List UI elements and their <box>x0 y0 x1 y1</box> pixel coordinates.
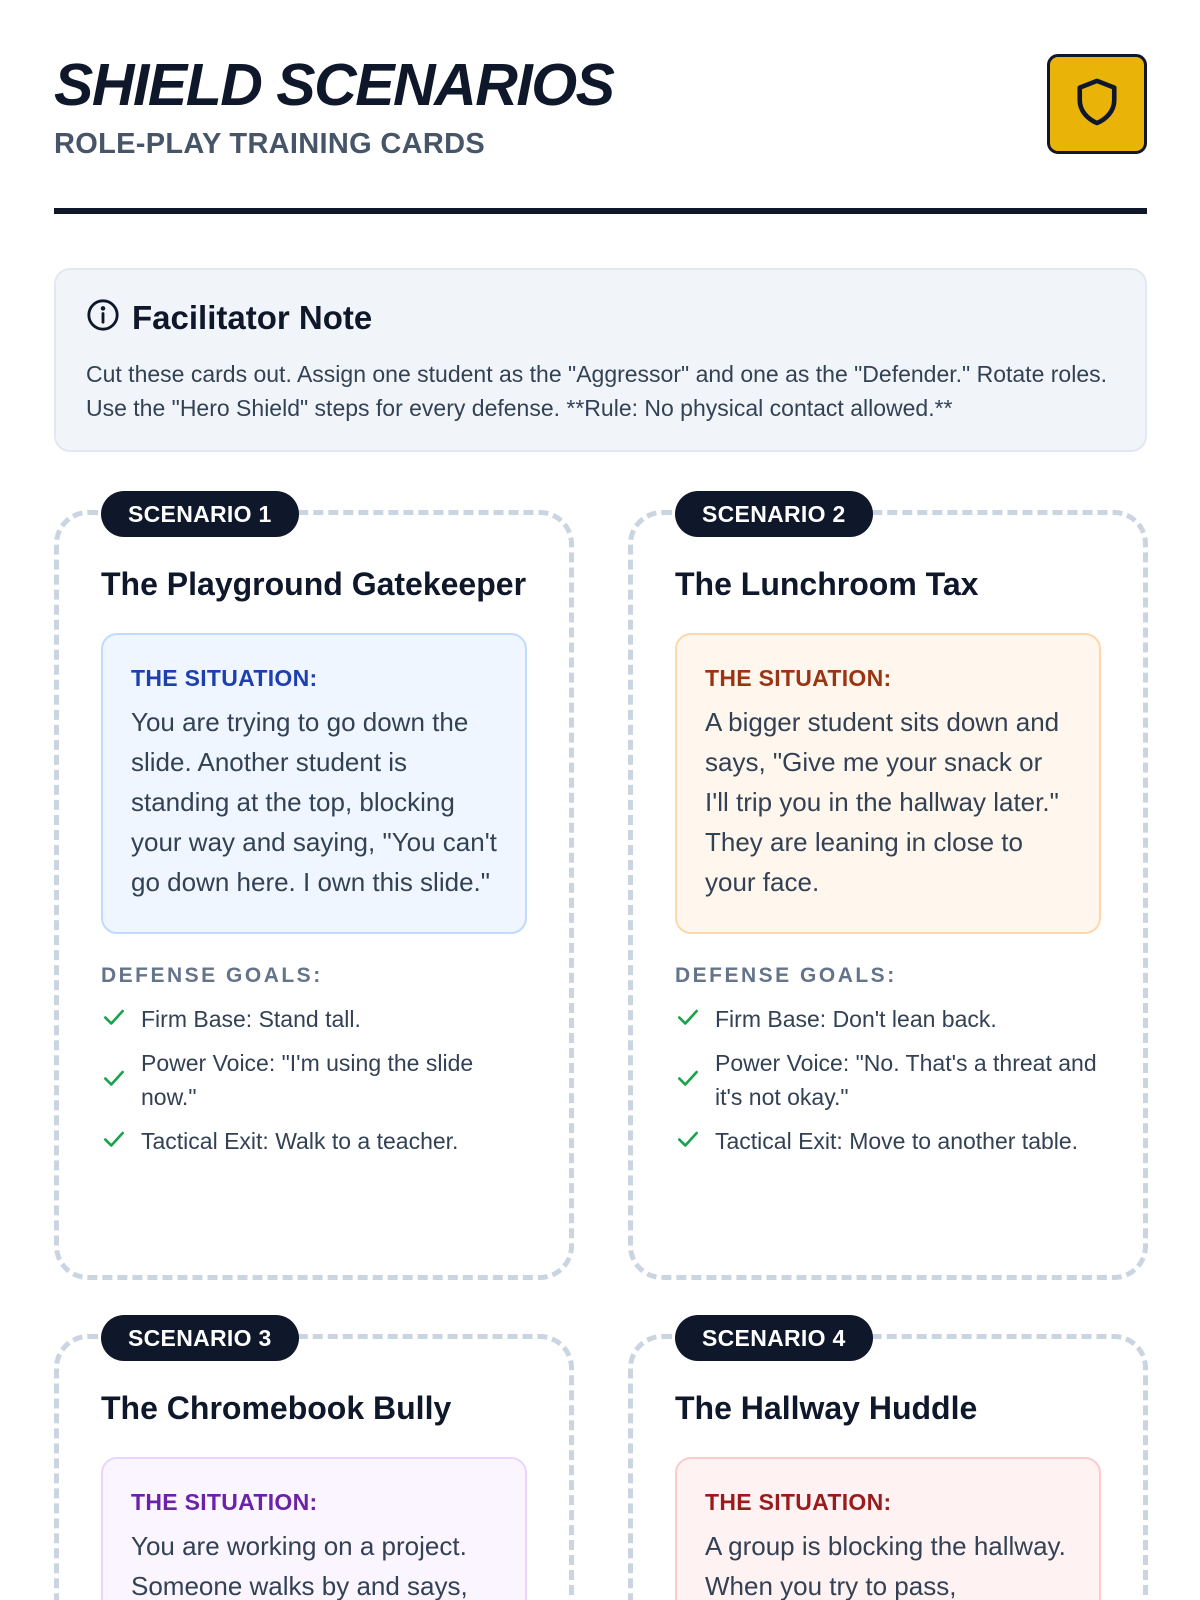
page-title: SHIELD SCENARIOS <box>54 52 614 118</box>
scenario-title: The Playground Gatekeeper <box>101 566 527 602</box>
situation-box <box>675 633 1101 934</box>
scenario-card <box>54 501 574 1280</box>
scenario-badge: SCENARIO 3 <box>101 1315 299 1361</box>
goal-text: Power Voice: "I'm using the slide now." <box>141 1050 474 1110</box>
header-divider <box>54 208 1147 214</box>
defense-goals-list <box>675 1002 1101 1158</box>
facilitator-note <box>54 268 1147 452</box>
situation-box <box>101 1457 527 1600</box>
check-icon <box>675 1126 701 1157</box>
situation-label: THE SITUATION: <box>131 1489 318 1515</box>
scenario-card <box>54 1325 574 1600</box>
situation-text: A bigger student sits down and says, "Give me your snack or I'll trip you in the hallway later." They are leaning in close to your face. <box>705 707 1060 897</box>
situation-box <box>675 1457 1101 1600</box>
goal-text: Firm Base: Don't lean back. <box>715 1006 997 1032</box>
scenario-card <box>628 501 1148 1280</box>
info-icon <box>86 298 120 337</box>
situation-text: You are working on a project. Someone walks by and says, <box>131 1531 468 1600</box>
note-title: Facilitator Note <box>132 298 373 336</box>
header <box>54 52 1147 162</box>
scenario-title: The Chromebook Bully <box>101 1390 452 1426</box>
goal-item <box>675 1002 1101 1036</box>
situation-text: You are trying to go down the slide. Another student is standing at the top, blocking your way and saying, "You can't go down here. I own this slide." <box>131 707 497 897</box>
goal-text: Firm Base: Stand tall. <box>141 1006 361 1032</box>
logo-badge <box>1047 54 1147 154</box>
scenario-title: The Hallway Huddle <box>675 1390 978 1426</box>
situation-label: THE SITUATION: <box>705 665 892 691</box>
shield-icon <box>1074 77 1120 132</box>
page-subtitle: ROLE-PLAY TRAINING CARDS <box>54 128 485 160</box>
situation-label: THE SITUATION: <box>131 665 318 691</box>
scenario-title: The Lunchroom Tax <box>675 566 979 602</box>
goal-text: Tactical Exit: Walk to a teacher. <box>141 1128 459 1154</box>
goal-text: Power Voice: "No. That's a threat and it's not okay." <box>715 1050 1097 1110</box>
goal-item <box>675 1124 1101 1158</box>
check-icon <box>675 1004 701 1035</box>
check-icon <box>101 1126 127 1157</box>
goal-text: Tactical Exit: Move to another table. <box>715 1128 1079 1154</box>
scenario-badge: SCENARIO 4 <box>675 1315 873 1361</box>
defense-goals-list <box>101 1002 527 1158</box>
check-icon <box>101 1065 127 1096</box>
check-icon <box>101 1004 127 1035</box>
scenario-badge: SCENARIO 2 <box>675 491 873 537</box>
check-icon <box>675 1065 701 1096</box>
situation-label: THE SITUATION: <box>705 1489 892 1515</box>
situation-text: A group is blocking the hallway. When you try to pass, <box>705 1531 1066 1600</box>
note-body: Cut these cards out. Assign one student as the "Aggressor" and one as the "Defender." Rotate roles. Use the "Hero Shield" steps for every defense. **Rule: No physical contact allowed.** <box>86 361 1107 421</box>
defense-goals-label: DEFENSE GOALS: <box>675 964 897 987</box>
situation-box <box>101 633 527 934</box>
goal-item <box>101 1124 527 1158</box>
goal-item <box>101 1046 527 1114</box>
goal-item <box>675 1046 1101 1114</box>
scenario-card <box>628 1325 1148 1600</box>
defense-goals-label: DEFENSE GOALS: <box>101 964 323 987</box>
scenario-badge: SCENARIO 1 <box>101 491 299 537</box>
goal-item <box>101 1002 527 1036</box>
